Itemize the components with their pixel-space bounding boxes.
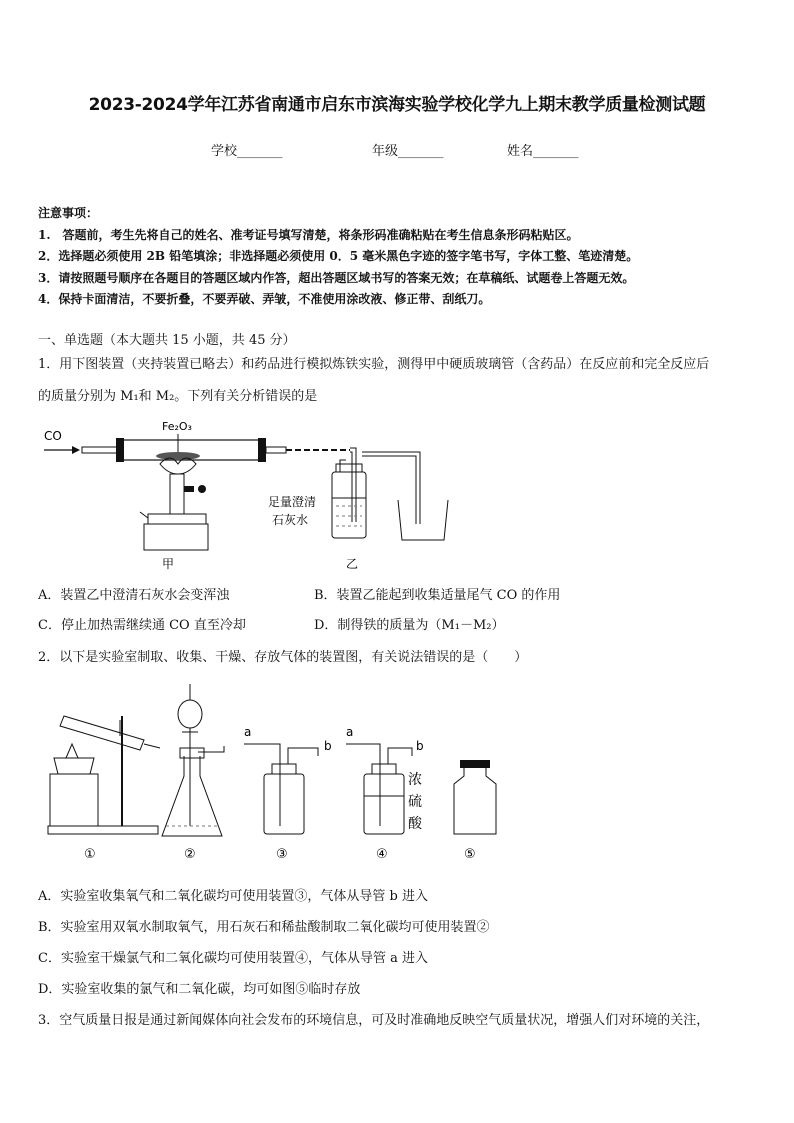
question-2-option-a[interactable]: A．实验室收集氧气和二氧化碳均可使用装置③，气体从导管 b 进入 — [38, 889, 428, 904]
label-5: ⑤ — [464, 847, 476, 862]
school-field[interactable]: 学校_______ — [211, 144, 283, 159]
notice-item: 1. 答题前，考生先将自己的姓名、准考证号填写清楚，将条形码准确粘贴在考生信息条形码粘贴区。 — [38, 227, 579, 242]
notice-item: 4．保持卡面清洁，不要折叠，不要弄破、弄皱，不准使用涂改液、修正带、刮纸刀。 — [38, 292, 491, 306]
grade-field[interactable]: 年级_______ — [372, 144, 444, 159]
fe2o3-label: Fe₂O₃ — [162, 420, 192, 433]
page-title: 2023-2024学年江苏省南通市启东市滨海实验学校化学九上期末教学质量检测试题 — [88, 95, 706, 115]
port-a-3: a — [244, 725, 252, 739]
port-b-4: b — [416, 739, 424, 753]
label-4: ④ — [376, 847, 388, 862]
question-2-figure — [40, 676, 510, 866]
acid-label-2: 硫 — [408, 794, 422, 810]
name-field[interactable]: 姓名_______ — [507, 144, 579, 159]
question-3-stem: 3．空气质量日报是通过新闻媒体向社会发布的环境信息，可及时准确地反映空气质量状况，增强人们对环境的关注， — [38, 1013, 710, 1028]
label-2: ② — [184, 847, 196, 862]
label-1: ① — [84, 847, 96, 862]
yi-label: 乙 — [346, 557, 359, 571]
question-2-option-d[interactable]: D．实验室收集的氯气和二氧化碳，均可如图⑤临时存放 — [38, 982, 361, 997]
notice-item: 3．请按照题号顺序在各题目的答题区域内作答，超出答题区域书写的答案无效；在草稿纸、试题卷上答题无效。 — [38, 270, 635, 285]
question-1-option-a[interactable]: A．装置乙中澄清石灰水会变浑浊 — [38, 588, 230, 603]
question-2-option-c[interactable]: C．实验室干燥氯气和二氧化碳均可使用装置④，气体从导管 a 进入 — [38, 951, 428, 966]
acid-label-1: 浓 — [408, 772, 422, 788]
section-heading: 一、单选题（本大题共 15 小题，共 45 分） — [38, 333, 296, 348]
notice-item: 2．选择题必须使用 2B 铅笔填涂；非选择题必须使用 0．5 毫米黑色字迹的签字笔书写，字体工整、笔迹清楚。 — [38, 249, 639, 263]
question-1-option-b[interactable]: B．装置乙能起到收集适量尾气 CO 的作用 — [314, 588, 561, 603]
notice-block — [38, 203, 758, 311]
question-1-stem-line2: 的质量分别为 M₁和 M₂。下列有关分析错误的是 — [38, 389, 318, 404]
co-label: CO — [44, 429, 62, 443]
question-1-stem-line1: 1．用下图装置（夹持装置已略去）和药品进行模拟炼铁实验，测得甲中硬质玻璃管（含药品）在反应前和完全反应后 — [38, 357, 710, 372]
notice-heading: 注意事项： — [38, 206, 99, 220]
question-2-stem: 2．以下是实验室制取、收集、干燥、存放气体的装置图，有关说法错误的是（ ） — [38, 650, 528, 665]
label-3: ③ — [276, 847, 288, 862]
question-2-option-b[interactable]: B．实验室用双氧水制取氧气，用石灰石和稀盐酸制取二氧化碳均可使用装置② — [38, 920, 490, 935]
question-1-option-c[interactable]: C．停止加热需继续通 CO 直至冷却 — [38, 618, 246, 633]
acid-label-3: 酸 — [408, 816, 422, 832]
limewater-label-2: 石灰水 — [272, 513, 309, 527]
port-b-3: b — [324, 739, 332, 753]
limewater-label-1: 足量澄清 — [268, 495, 317, 509]
jia-label: 甲 — [162, 557, 175, 571]
question-1-figure — [40, 412, 480, 577]
question-1-option-d[interactable]: D．制得铁的质量为（M₁－M₂） — [314, 618, 505, 633]
port-a-4: a — [346, 725, 354, 739]
